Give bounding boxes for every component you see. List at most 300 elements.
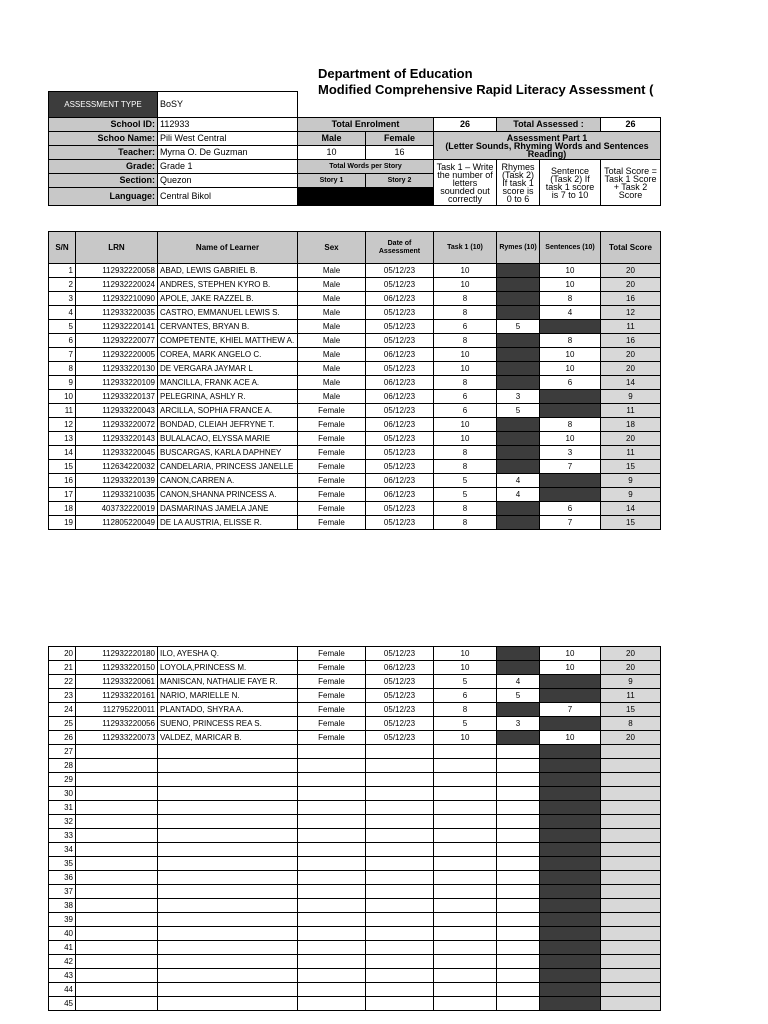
table-row bbox=[49, 390, 661, 404]
date-cell bbox=[366, 913, 434, 927]
task1-cell bbox=[434, 885, 497, 899]
task1-cell bbox=[434, 871, 497, 885]
rhymes-cell: 3 bbox=[497, 390, 540, 404]
sentences-cell bbox=[540, 675, 601, 689]
sex-cell bbox=[298, 787, 366, 801]
sentences-cell: 10 bbox=[540, 264, 601, 278]
lrn-cell: 112933220130 bbox=[76, 362, 158, 376]
sn-cell: 11 bbox=[49, 404, 76, 418]
lrn-cell: 112932220180 bbox=[76, 647, 158, 661]
rhymes-cell bbox=[497, 292, 540, 306]
task1-cell: 8 bbox=[434, 334, 497, 348]
table-row bbox=[49, 871, 661, 885]
task1-cell: 10 bbox=[434, 348, 497, 362]
table-row bbox=[49, 899, 661, 913]
rhymes-cell: 4 bbox=[497, 474, 540, 488]
task1-cell bbox=[434, 759, 497, 773]
sentences-cell bbox=[540, 689, 601, 703]
task1-cell bbox=[434, 941, 497, 955]
task1-cell: 8 bbox=[434, 703, 497, 717]
total-cell: 15 bbox=[601, 460, 661, 474]
table-row bbox=[49, 759, 661, 773]
date-cell: 05/12/23 bbox=[366, 432, 434, 446]
sn-cell: 4 bbox=[49, 306, 76, 320]
table-row bbox=[49, 927, 661, 941]
date-cell bbox=[366, 857, 434, 871]
sex-cell bbox=[298, 759, 366, 773]
task1-cell bbox=[434, 745, 497, 759]
lrn-cell bbox=[76, 759, 158, 773]
date-cell: 05/12/23 bbox=[366, 446, 434, 460]
sentences-cell bbox=[540, 745, 601, 759]
sentences-cell bbox=[540, 759, 601, 773]
lrn-cell: 112932220005 bbox=[76, 348, 158, 362]
task1-cell bbox=[434, 955, 497, 969]
table-row bbox=[49, 829, 661, 843]
total-cell: 8 bbox=[601, 717, 661, 731]
lrn-cell bbox=[76, 885, 158, 899]
total-enrolment: 26 bbox=[434, 118, 497, 132]
total-cell: 9 bbox=[601, 675, 661, 689]
story2-label: Story 2 bbox=[366, 174, 434, 188]
rhymes-cell: 4 bbox=[497, 675, 540, 689]
rhymes-cell bbox=[497, 927, 540, 941]
sn-cell: 16 bbox=[49, 474, 76, 488]
sex-cell: Male bbox=[298, 292, 366, 306]
learner-name-cell bbox=[158, 941, 298, 955]
total-cell: 20 bbox=[601, 731, 661, 745]
sn-cell: 1 bbox=[49, 264, 76, 278]
sentences-cell bbox=[540, 997, 601, 1011]
table-row bbox=[49, 278, 661, 292]
learner-name-cell: BULALACAO, ELYSSA MARIE bbox=[158, 432, 298, 446]
table-row bbox=[49, 745, 661, 759]
learner-name-cell bbox=[158, 983, 298, 997]
sex-cell: Male bbox=[298, 264, 366, 278]
sentences-cell bbox=[540, 969, 601, 983]
date-cell: 05/12/23 bbox=[366, 717, 434, 731]
sentences-cell: 8 bbox=[540, 418, 601, 432]
table-row bbox=[49, 661, 661, 675]
task1-cell bbox=[434, 857, 497, 871]
learner-name-cell bbox=[158, 871, 298, 885]
male-label: Male bbox=[298, 132, 366, 146]
lrn-cell bbox=[76, 927, 158, 941]
table-row bbox=[49, 446, 661, 460]
table-row bbox=[49, 885, 661, 899]
rhymes-cell bbox=[497, 843, 540, 857]
sentences-cell bbox=[540, 927, 601, 941]
sn-cell: 44 bbox=[49, 983, 76, 997]
sn-cell: 32 bbox=[49, 815, 76, 829]
date-cell: 05/12/23 bbox=[366, 334, 434, 348]
sex-cell bbox=[298, 997, 366, 1011]
sex-cell bbox=[298, 983, 366, 997]
date-cell: 05/12/23 bbox=[366, 460, 434, 474]
assessment-part1 bbox=[434, 132, 661, 160]
sex-cell bbox=[298, 745, 366, 759]
date-cell bbox=[366, 787, 434, 801]
sn-cell: 19 bbox=[49, 516, 76, 530]
total-enrolment-label: Total Enrolment bbox=[298, 118, 434, 132]
total-cell: 15 bbox=[601, 516, 661, 530]
date-cell: 06/12/23 bbox=[366, 348, 434, 362]
total-cell: 20 bbox=[601, 661, 661, 675]
task1-cell: 5 bbox=[434, 675, 497, 689]
sex-cell bbox=[298, 969, 366, 983]
sn-cell: 43 bbox=[49, 969, 76, 983]
date-cell bbox=[366, 941, 434, 955]
sn-cell: 21 bbox=[49, 661, 76, 675]
col-total: Total Score bbox=[601, 232, 661, 264]
sentences-cell bbox=[540, 983, 601, 997]
sentences-cell bbox=[540, 899, 601, 913]
date-cell bbox=[366, 997, 434, 1011]
total-description: Total Score = Task 1 Score + Task 2 Score bbox=[601, 160, 661, 206]
sn-cell: 7 bbox=[49, 348, 76, 362]
date-cell bbox=[366, 927, 434, 941]
learner-name-cell: VALDEZ, MARICAR B. bbox=[158, 731, 298, 745]
table-row bbox=[49, 997, 661, 1011]
lrn-cell: 112933220161 bbox=[76, 689, 158, 703]
rhymes-cell bbox=[497, 348, 540, 362]
language-label: Language: bbox=[49, 188, 158, 206]
lrn-cell bbox=[76, 983, 158, 997]
table-row bbox=[49, 306, 661, 320]
date-cell bbox=[366, 815, 434, 829]
total-cell bbox=[601, 899, 661, 913]
task1-cell: 10 bbox=[434, 278, 497, 292]
sn-cell: 10 bbox=[49, 390, 76, 404]
sn-cell: 28 bbox=[49, 759, 76, 773]
sn-cell: 38 bbox=[49, 899, 76, 913]
total-cell: 12 bbox=[601, 306, 661, 320]
table-row bbox=[49, 941, 661, 955]
sn-cell: 6 bbox=[49, 334, 76, 348]
task1-cell: 6 bbox=[434, 689, 497, 703]
sn-cell: 31 bbox=[49, 801, 76, 815]
rhymes-cell bbox=[497, 516, 540, 530]
page-subtitle: Modified Comprehensive Rapid Literacy Assessment ( bbox=[318, 82, 654, 97]
learner-name-cell: DASMARINAS JAMELA JANE bbox=[158, 502, 298, 516]
date-cell: 05/12/23 bbox=[366, 675, 434, 689]
sn-cell: 33 bbox=[49, 829, 76, 843]
lrn-cell bbox=[76, 955, 158, 969]
lrn-cell bbox=[76, 829, 158, 843]
table-row bbox=[49, 843, 661, 857]
sex-cell: Male bbox=[298, 278, 366, 292]
learner-name-cell bbox=[158, 885, 298, 899]
total-cell: 9 bbox=[601, 488, 661, 502]
sn-cell: 45 bbox=[49, 997, 76, 1011]
sex-cell bbox=[298, 801, 366, 815]
total-cell bbox=[601, 969, 661, 983]
lrn-cell bbox=[76, 899, 158, 913]
lrn-cell: 112933220137 bbox=[76, 390, 158, 404]
sentences-cell: 10 bbox=[540, 661, 601, 675]
task1-cell: 5 bbox=[434, 474, 497, 488]
task1-cell bbox=[434, 997, 497, 1011]
assessment-type-label: ASSESSMENT TYPE bbox=[49, 92, 158, 118]
sn-cell: 18 bbox=[49, 502, 76, 516]
sentences-cell bbox=[540, 843, 601, 857]
page-title: Department of Education bbox=[318, 66, 473, 81]
learner-name-cell: CASTRO, EMMANUEL LEWIS S. bbox=[158, 306, 298, 320]
story1-label: Story 1 bbox=[298, 174, 366, 188]
sn-cell: 42 bbox=[49, 955, 76, 969]
rhymes-cell bbox=[497, 278, 540, 292]
date-cell: 05/12/23 bbox=[366, 306, 434, 320]
lrn-cell: 112805220049 bbox=[76, 516, 158, 530]
table-row bbox=[49, 717, 661, 731]
table-row bbox=[49, 488, 661, 502]
total-cell: 20 bbox=[601, 647, 661, 661]
sex-cell: Male bbox=[298, 306, 366, 320]
lrn-cell bbox=[76, 843, 158, 857]
rhymes-cell bbox=[497, 815, 540, 829]
total-cell: 11 bbox=[601, 404, 661, 418]
date-cell bbox=[366, 899, 434, 913]
learner-name-cell bbox=[158, 843, 298, 857]
sentences-cell: 4 bbox=[540, 306, 601, 320]
rhymes-cell bbox=[497, 745, 540, 759]
date-cell: 05/12/23 bbox=[366, 516, 434, 530]
sex-cell bbox=[298, 899, 366, 913]
total-cell bbox=[601, 857, 661, 871]
learner-name-cell bbox=[158, 927, 298, 941]
table-row bbox=[49, 460, 661, 474]
table-row bbox=[49, 320, 661, 334]
sn-cell: 35 bbox=[49, 857, 76, 871]
lrn-cell: 112933220143 bbox=[76, 432, 158, 446]
lrn-cell: 112933220061 bbox=[76, 675, 158, 689]
total-cell bbox=[601, 815, 661, 829]
sentences-cell bbox=[540, 404, 601, 418]
sentences-cell bbox=[540, 815, 601, 829]
teacher-label: Teacher: bbox=[49, 146, 158, 160]
rhymes-cell bbox=[497, 460, 540, 474]
task1-cell: 5 bbox=[434, 488, 497, 502]
date-cell: 05/12/23 bbox=[366, 278, 434, 292]
total-cell bbox=[601, 955, 661, 969]
learner-name-cell: CERVANTES, BRYAN B. bbox=[158, 320, 298, 334]
sentences-cell: 10 bbox=[540, 647, 601, 661]
sentences-cell bbox=[540, 488, 601, 502]
sex-cell: Female bbox=[298, 516, 366, 530]
sn-cell: 41 bbox=[49, 941, 76, 955]
rhymes-cell bbox=[497, 376, 540, 390]
total-cell bbox=[601, 927, 661, 941]
table-row bbox=[49, 773, 661, 787]
sn-cell: 29 bbox=[49, 773, 76, 787]
lrn-cell: 112932210090 bbox=[76, 292, 158, 306]
sn-cell: 8 bbox=[49, 362, 76, 376]
table-row bbox=[49, 675, 661, 689]
lrn-cell: 112932220077 bbox=[76, 334, 158, 348]
lrn-cell: 112932220141 bbox=[76, 320, 158, 334]
learner-name-cell bbox=[158, 857, 298, 871]
learner-name-cell: BUSCARGAS, KARLA DAPHNEY bbox=[158, 446, 298, 460]
lrn-cell: 112933220043 bbox=[76, 404, 158, 418]
sentences-cell bbox=[540, 885, 601, 899]
task1-cell bbox=[434, 983, 497, 997]
learner-name-cell bbox=[158, 801, 298, 815]
rhymes-cell bbox=[497, 913, 540, 927]
sex-cell: Female bbox=[298, 717, 366, 731]
sentences-cell bbox=[540, 773, 601, 787]
learner-name-cell bbox=[158, 829, 298, 843]
sn-cell: 37 bbox=[49, 885, 76, 899]
rhymes-cell bbox=[497, 334, 540, 348]
lrn-cell: 112933220073 bbox=[76, 731, 158, 745]
total-assessed-label: Total Assessed : bbox=[497, 118, 601, 132]
sentences-cell: 7 bbox=[540, 516, 601, 530]
table-row bbox=[49, 516, 661, 530]
table-row bbox=[49, 404, 661, 418]
total-cell: 16 bbox=[601, 334, 661, 348]
sn-cell: 17 bbox=[49, 488, 76, 502]
rhymes-cell bbox=[497, 997, 540, 1011]
col-sn: S/N bbox=[49, 232, 76, 264]
task1-cell bbox=[434, 801, 497, 815]
sentences-cell: 10 bbox=[540, 348, 601, 362]
date-cell: 06/12/23 bbox=[366, 474, 434, 488]
rhymes-cell: 3 bbox=[497, 717, 540, 731]
rhymes-cell bbox=[497, 306, 540, 320]
sex-cell bbox=[298, 871, 366, 885]
task1-cell: 8 bbox=[434, 460, 497, 474]
total-cell bbox=[601, 759, 661, 773]
lrn-cell bbox=[76, 787, 158, 801]
lrn-cell: 112933220072 bbox=[76, 418, 158, 432]
date-cell: 06/12/23 bbox=[366, 376, 434, 390]
table-row bbox=[49, 432, 661, 446]
sex-cell: Female bbox=[298, 460, 366, 474]
rhymes-cell bbox=[497, 983, 540, 997]
table-row bbox=[49, 362, 661, 376]
sex-cell: Male bbox=[298, 320, 366, 334]
learner-name-cell bbox=[158, 997, 298, 1011]
rhymes-cell bbox=[497, 941, 540, 955]
lrn-cell: 112634220032 bbox=[76, 460, 158, 474]
date-cell: 05/12/23 bbox=[366, 731, 434, 745]
sex-cell: Female bbox=[298, 661, 366, 675]
rhymes-cell bbox=[497, 647, 540, 661]
col-date: Date of Assessment bbox=[366, 232, 434, 264]
total-cell: 9 bbox=[601, 474, 661, 488]
sentences-cell: 8 bbox=[540, 334, 601, 348]
sn-cell: 26 bbox=[49, 731, 76, 745]
col-sex: Sex bbox=[298, 232, 366, 264]
date-cell: 06/12/23 bbox=[366, 488, 434, 502]
table-row bbox=[49, 292, 661, 306]
total-cell: 20 bbox=[601, 432, 661, 446]
total-cell: 11 bbox=[601, 320, 661, 334]
sex-cell bbox=[298, 885, 366, 899]
date-cell bbox=[366, 829, 434, 843]
school-id: 112933 bbox=[158, 118, 298, 132]
rhymes-cell bbox=[497, 362, 540, 376]
date-cell: 05/12/23 bbox=[366, 264, 434, 278]
total-cell bbox=[601, 871, 661, 885]
learner-name-cell: APOLE, JAKE RAZZEL B. bbox=[158, 292, 298, 306]
learner-name-cell bbox=[158, 815, 298, 829]
sex-cell: Female bbox=[298, 432, 366, 446]
rhymes-cell bbox=[497, 773, 540, 787]
sentences-cell bbox=[540, 390, 601, 404]
learner-name-cell: LOYOLA,PRINCESS M. bbox=[158, 661, 298, 675]
sn-cell: 20 bbox=[49, 647, 76, 661]
sentences-cell: 10 bbox=[540, 432, 601, 446]
table-row bbox=[49, 787, 661, 801]
date-cell: 06/12/23 bbox=[366, 292, 434, 306]
task1-cell: 6 bbox=[434, 320, 497, 334]
sn-cell: 2 bbox=[49, 278, 76, 292]
rhymes-cell bbox=[497, 787, 540, 801]
sex-cell bbox=[298, 927, 366, 941]
task1-cell: 6 bbox=[434, 404, 497, 418]
rhymes-cell: 5 bbox=[497, 320, 540, 334]
table-row bbox=[49, 815, 661, 829]
task1-cell bbox=[434, 815, 497, 829]
rhymes-cell bbox=[497, 703, 540, 717]
col-task1: Task 1 (10) bbox=[434, 232, 497, 264]
rhymes-cell bbox=[497, 801, 540, 815]
rhymes-cell bbox=[497, 955, 540, 969]
part1-subtitle: (Letter Sounds, Rhyming Words and Sentences Reading) bbox=[445, 140, 649, 159]
sentences-cell bbox=[540, 717, 601, 731]
task1-cell bbox=[434, 899, 497, 913]
table-row bbox=[49, 502, 661, 516]
date-cell bbox=[366, 969, 434, 983]
lrn-cell bbox=[76, 815, 158, 829]
lrn-cell: 112933220109 bbox=[76, 376, 158, 390]
teacher: Myrna O. De Guzman bbox=[158, 146, 298, 160]
sex-cell: Male bbox=[298, 376, 366, 390]
total-cell bbox=[601, 885, 661, 899]
rhymes-cell: 5 bbox=[497, 404, 540, 418]
lrn-cell bbox=[76, 913, 158, 927]
sex-cell: Female bbox=[298, 474, 366, 488]
story1-value bbox=[298, 188, 366, 206]
col-name: Name of Learner bbox=[158, 232, 298, 264]
table-row bbox=[49, 857, 661, 871]
date-cell bbox=[366, 955, 434, 969]
male-count: 10 bbox=[298, 146, 366, 160]
rhymes-cell bbox=[497, 264, 540, 278]
learner-name-cell: DE VERGARA JAYMAR L bbox=[158, 362, 298, 376]
lrn-cell: 112933210035 bbox=[76, 488, 158, 502]
learner-name-cell: ANDRES, STEPHEN KYRO B. bbox=[158, 278, 298, 292]
rhymes-cell bbox=[497, 418, 540, 432]
lrn-cell: 112932220058 bbox=[76, 264, 158, 278]
task1-cell bbox=[434, 787, 497, 801]
task1-cell: 6 bbox=[434, 390, 497, 404]
section: Quezon bbox=[158, 174, 298, 188]
sex-cell: Female bbox=[298, 404, 366, 418]
task1-cell: 8 bbox=[434, 306, 497, 320]
rhymes-cell bbox=[497, 446, 540, 460]
learner-name-cell: PLANTADO, SHYRA A. bbox=[158, 703, 298, 717]
sentences-cell: 7 bbox=[540, 703, 601, 717]
lrn-cell: 112933220139 bbox=[76, 474, 158, 488]
task1-description: Task 1 – Write the number of letters sounded out correctly bbox=[434, 160, 497, 206]
learner-name-cell: ILO, AYESHA Q. bbox=[158, 647, 298, 661]
total-cell: 20 bbox=[601, 278, 661, 292]
female-count: 16 bbox=[366, 146, 434, 160]
sn-cell: 25 bbox=[49, 717, 76, 731]
total-cell: 20 bbox=[601, 264, 661, 278]
